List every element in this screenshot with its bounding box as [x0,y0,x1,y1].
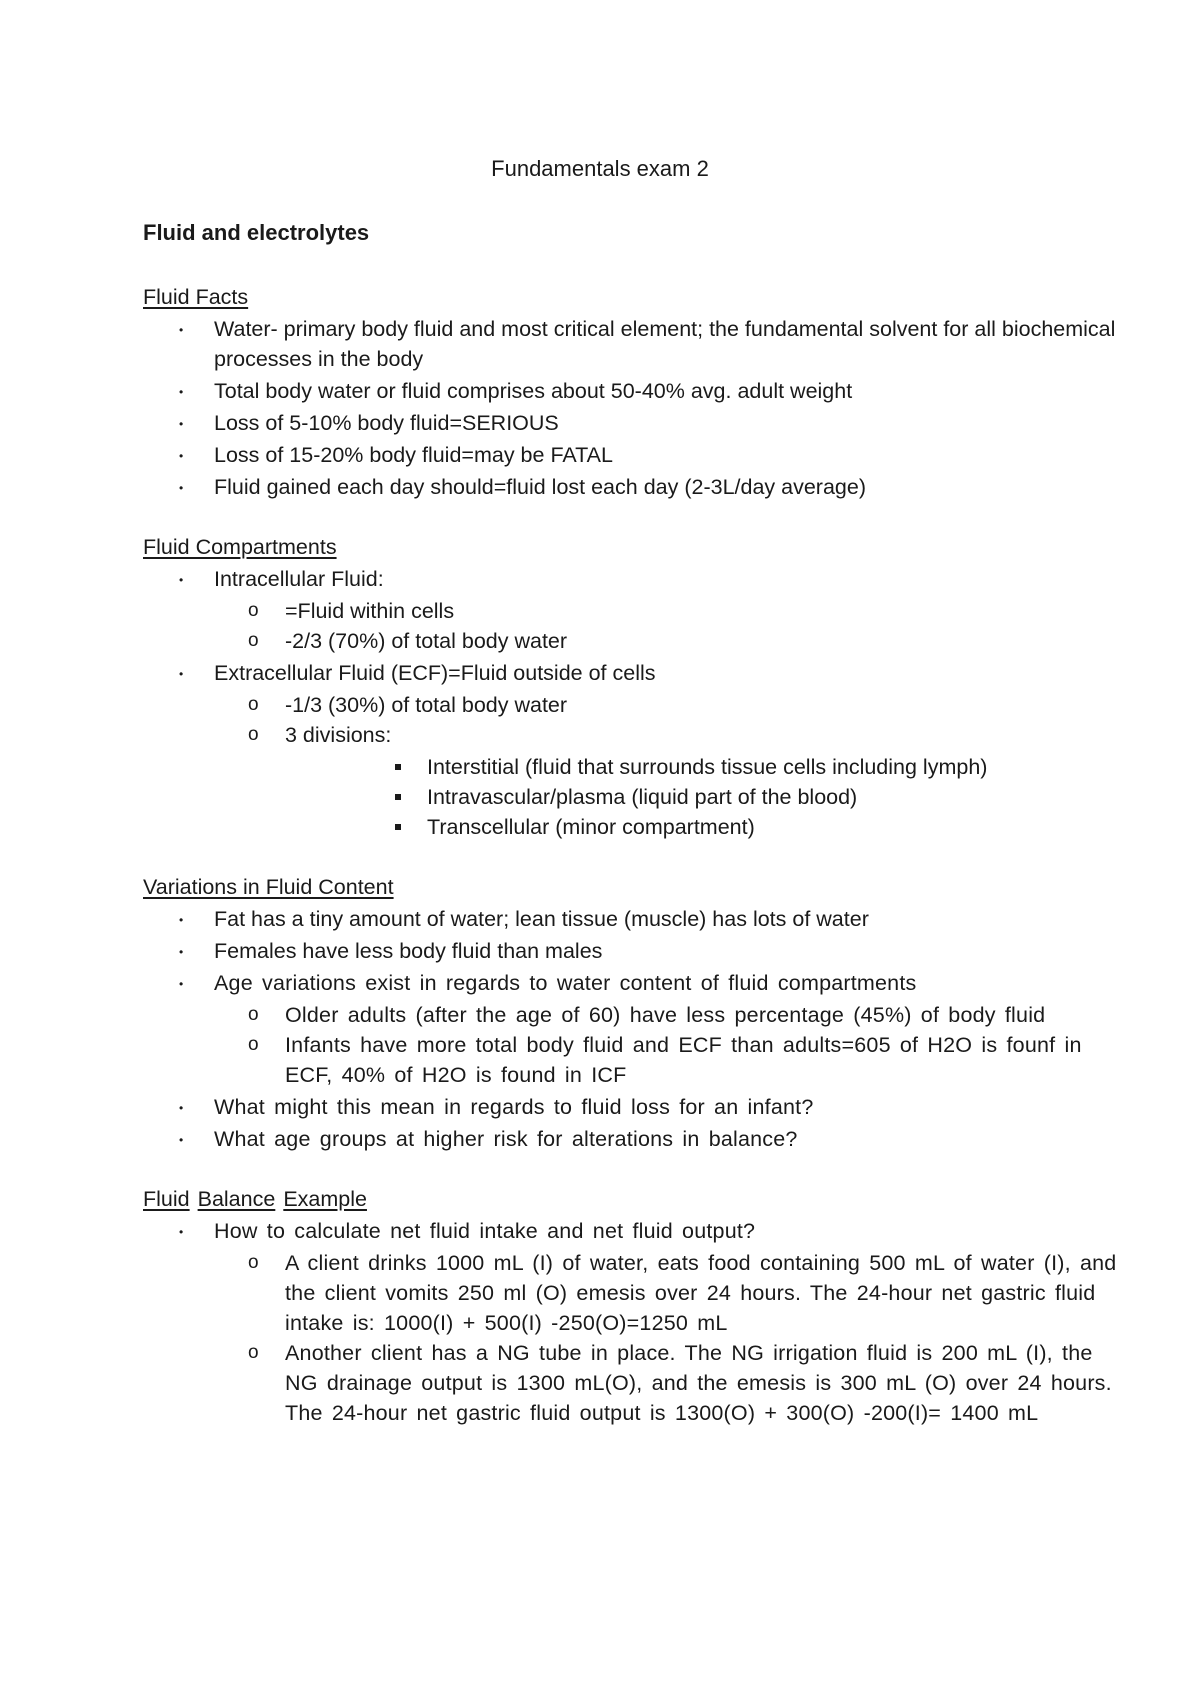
sub-list-item: o A client drinks 1000 mL (I) of water, eats food containing 500 mL of water (I), and the client vomits 250 ml (O) emesis over 24 hours. The 24-hour net gastric fluid intake is: 1000(I) + 500(I) -250(O)=1250 mL [143,1248,1123,1338]
bullet-list [143,1216,1123,1428]
list-item [143,564,1123,656]
list-item: • What might this mean in regards to fluid loss for an infant? [143,1092,1123,1122]
sub-list [214,596,1123,656]
list-item: • Loss of 5-10% body fluid=SERIOUS [143,408,1123,438]
sub-list [214,1248,1123,1428]
sub-list-item: o Another client has a NG tube in place. The NG irrigation fluid is 200 mL (I), the NG drainage output is 1300 mL(O), and the emesis is 300 mL (O) over 24 hours. The 24-hour net gastric fluid output is 1300(O) + 300(O) -200(I)= 1400 mL [143,1338,1123,1428]
document-title: Fundamentals exam 2 [491,156,709,181]
list-item: • What age groups at higher risk for alterations in balance? [143,1124,1123,1154]
section-heading: Fluid Facts [143,285,249,309]
division-item: Interstitial (fluid that surrounds tissue cells including lymph) [143,752,1123,782]
list-item [143,658,1123,842]
section-heading [143,1184,1123,1214]
list-item: • Water- primary body fluid and most critical element; the fundamental solvent for all biochemical processes in the body [143,314,1123,374]
list-item: • Fluid gained each day should=fluid lost each day (2-3L/day average) [143,472,1123,502]
section-variations [143,872,1123,1154]
sub-list-item: o Older adults (after the age of 60) have less percentage (45%) of body fluid [143,1000,1123,1030]
list-item [143,968,1123,1090]
division-list [285,752,1123,842]
division-item: Intravascular/plasma (liquid part of the blood) [143,782,1123,812]
heading-word: Fluid [143,1187,190,1211]
sub-list-item: o -1/3 (30%) of total body water [143,690,1123,720]
bullet-list [143,564,1123,842]
sub-list-item-label: 3 divisions: [285,723,392,747]
list-item: • Females have less body fluid than males [143,936,1123,966]
sub-list-item [143,720,1123,842]
list-item-label: Extracellular Fluid (ECF)=Fluid outside of cells [214,661,656,685]
heading-word: Example [283,1187,367,1211]
list-item-label: How to calculate net fluid intake and net fluid output? [214,1219,756,1243]
list-item-label: Age variations exist in regards to water content of fluid compartments [214,971,917,995]
main-heading: Fluid and electrolytes [143,220,370,245]
sub-list [214,1000,1123,1090]
section-fluid-balance [143,1184,1123,1428]
sub-list-item: o =Fluid within cells [143,596,1123,626]
section-fluid-facts [143,282,1123,502]
list-item: • Fat has a tiny amount of water; lean tissue (muscle) has lots of water [143,904,1123,934]
sub-list-item: o Infants have more total body fluid and ECF than adults=605 of H2O is founf in ECF, 40% of H2O is found in ICF [143,1030,1123,1090]
sub-list [214,690,1123,842]
section-fluid-compartments [143,532,1123,842]
division-item: Transcellular (minor compartment) [143,812,1123,842]
list-item: • Loss of 15-20% body fluid=may be FATAL [143,440,1123,470]
heading-word: Balance [197,1187,276,1211]
document-body [143,282,1123,1458]
section-heading: Variations in Fluid Content [143,875,394,899]
sub-list-item: o -2/3 (70%) of total body water [143,626,1123,656]
section-heading: Fluid Compartments [143,535,337,559]
list-item [143,1216,1123,1428]
bullet-list [143,314,1123,502]
list-item-label: Intracellular Fluid: [214,567,384,591]
bullet-list [143,904,1123,1154]
list-item: • Total body water or fluid comprises about 50-40% avg. adult weight [143,376,1123,406]
